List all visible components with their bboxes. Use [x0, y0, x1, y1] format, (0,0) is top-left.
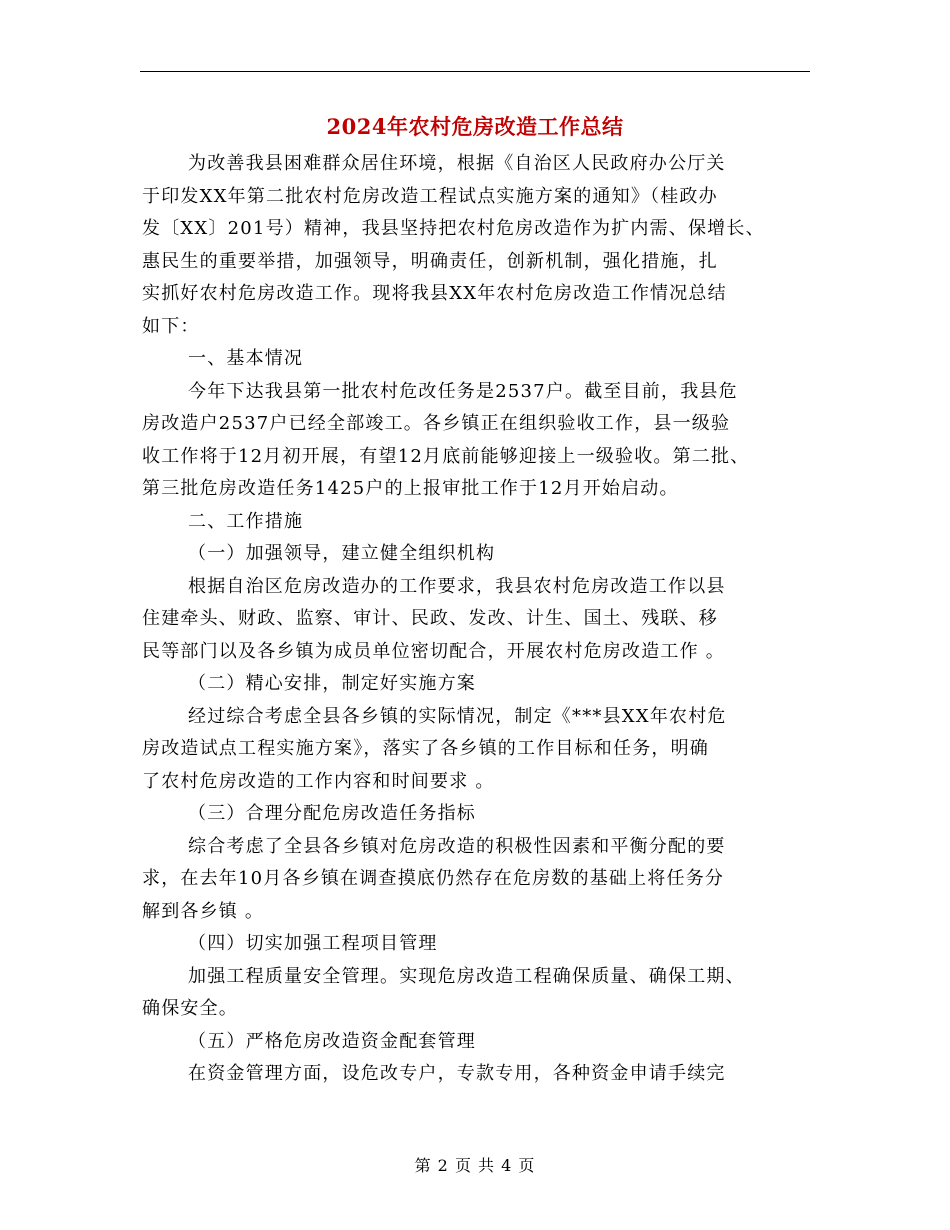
body-line: 一、基本情况	[188, 348, 304, 369]
body-line: 收工作将于12月初开展，有望12月底前能够迎接上一级验收。第二批、	[142, 445, 750, 467]
header-rule	[140, 71, 810, 72]
body-line: 发〔XX〕201号）精神，我县坚持把农村危房改造作为扩内需、保增长、	[142, 218, 765, 239]
body-line: 求，在去年10月各乡镇在调查摸底仍然存在危房数的基础上将任务分	[142, 868, 725, 889]
body-line: 房改造试点工程实施方案》，落实了各乡镇的工作目标和任务，明确	[142, 738, 709, 759]
body-line: 在资金管理方面，设危改专户，专款专用，各种资金申请手续完	[188, 1063, 726, 1084]
body-line: 加强工程质量安全管理。实现危房改造工程确保质量、确保工期、	[188, 965, 745, 987]
body-line: 了农村危房改造的工作内容和时间要求 。	[142, 770, 495, 792]
body-line: （二）精心安排，制定好实施方案	[188, 673, 476, 694]
document-title: 2024年农村危房改造工作总结	[326, 114, 624, 139]
body-line: 确保安全。	[142, 998, 238, 1019]
body-line: 惠民生的重要举措，加强领导，明确责任，创新机制，强化措施，扎	[142, 250, 718, 272]
body-line: （四）切实加强工程项目管理	[188, 933, 438, 954]
body-line: 为改善我县困难群众居住环境，根据《自治区人民政府办公厅关	[188, 153, 726, 174]
body-line: 今年下达我县第一批农村危改任务是2537户。截至目前，我县危	[188, 380, 738, 402]
body-line: 房改造户2537户已经全部竣工。各乡镇正在组织验收工作，县一级验	[142, 413, 731, 434]
page-number-footer: 第 2 页 共 4 页	[414, 1156, 536, 1175]
body-line: （一）加强领导，建立健全组织机构	[188, 543, 496, 564]
body-line: 根据自治区危房改造办的工作要求，我县农村危房改造工作以县	[188, 575, 726, 597]
document-body	[142, 148, 814, 1091]
body-line: 经过综合考虑全县各乡镇的实际情况，制定《***县XX年农村危	[188, 705, 727, 727]
body-line: 民等部门以及各乡镇为成员单位密切配合，开展农村危房改造工作 。	[142, 640, 725, 662]
body-line: 第三批危房改造任务1425户的上报审批工作于12月开始启动。	[142, 478, 679, 499]
body-line: 二、工作措施	[188, 510, 304, 532]
body-line: 于印发XX年第二批农村危房改造工程试点实施方案的通知》（桂政办	[142, 185, 718, 207]
body-line: （五）严格危房改造资金配套管理	[188, 1030, 476, 1052]
body-line: （三）合理分配危房改造任务指标	[188, 803, 476, 824]
body-line: 如下：	[142, 315, 200, 337]
body-line: 住建牵头、财政、监察、审计、民政、发改、计生、国土、残联、移	[142, 608, 718, 629]
body-line: 实抓好农村危房改造工作。现将我县XX年农村危房改造工作情况总结	[142, 283, 727, 304]
body-line: 解到各乡镇 。	[142, 900, 265, 922]
body-line: 综合考虑了全县各乡镇对危房改造的积极性因素和平衡分配的要	[188, 835, 726, 857]
